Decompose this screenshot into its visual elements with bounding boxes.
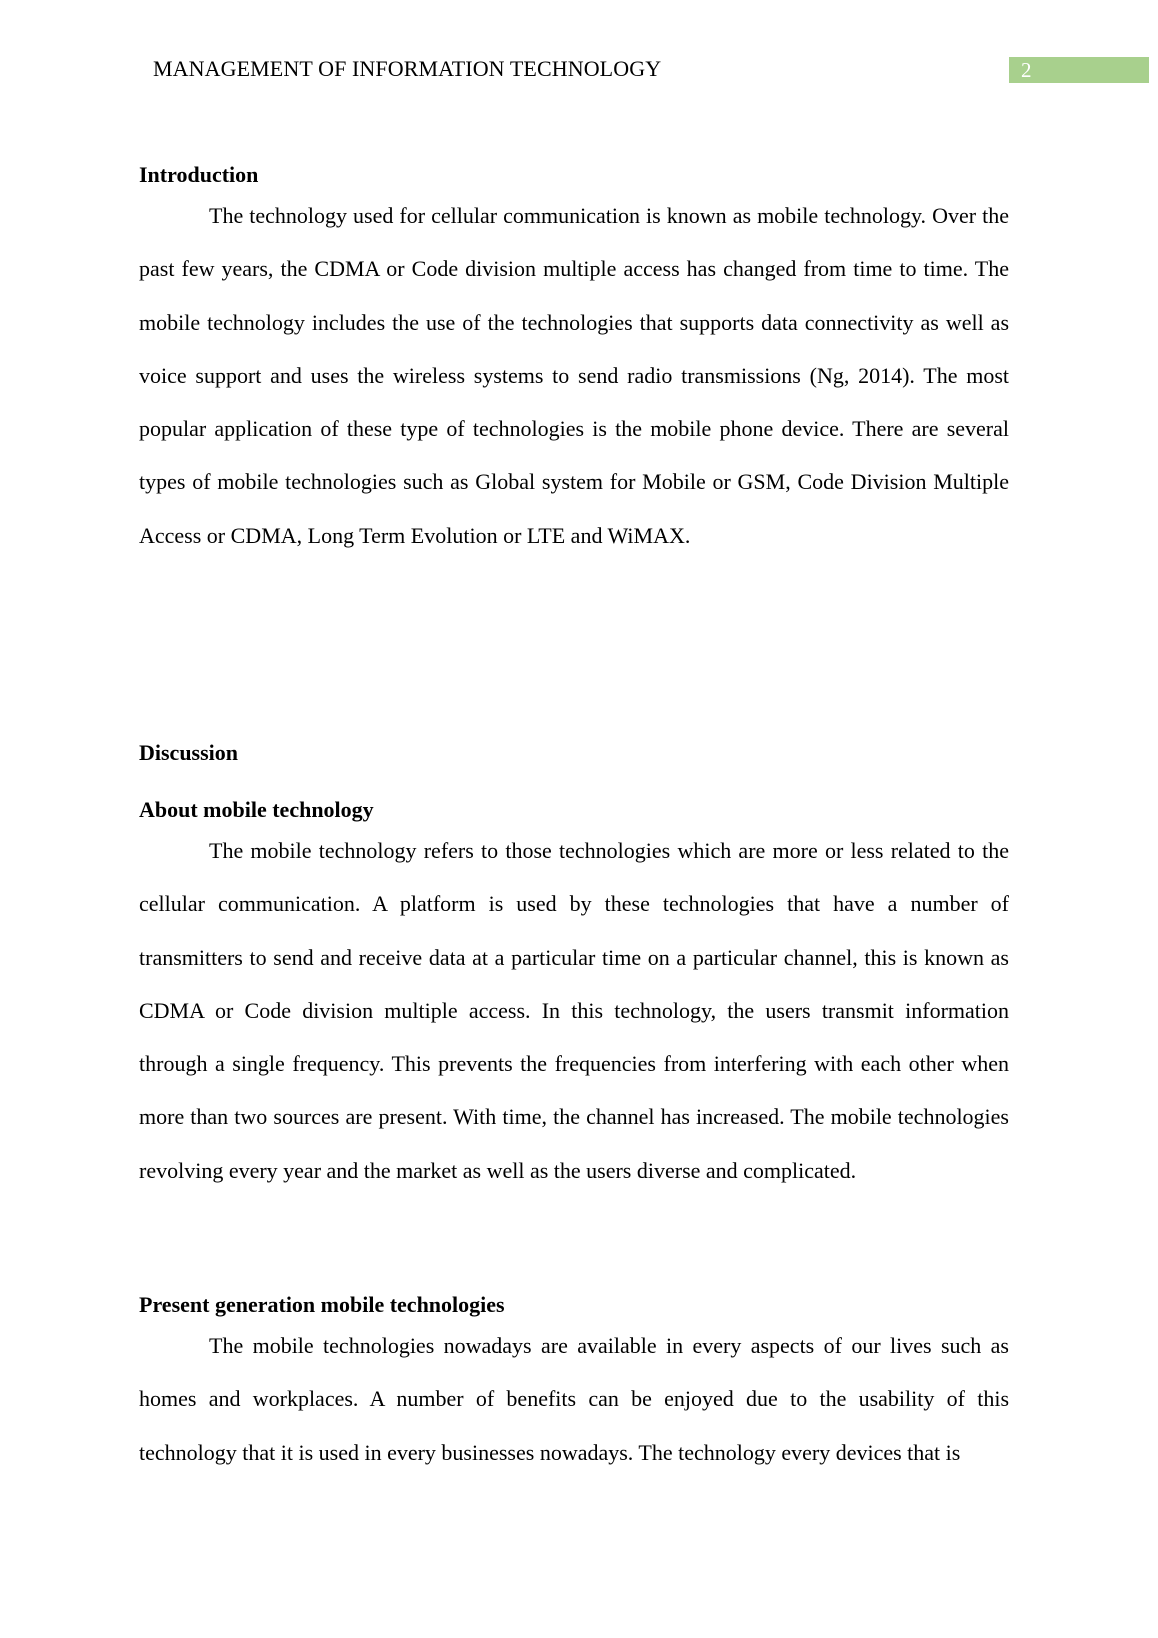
running-header-title: MANAGEMENT OF INFORMATION TECHNOLOGY: [153, 56, 662, 81]
introduction-heading: Introduction: [139, 162, 259, 187]
present-generation-paragraph: The mobile technologies nowadays are available in every aspects of our lives such as homes and workplaces. A number of benefits can be enjoyed due to the usability of this technology that it is used in every businesses nowadays. The technology every devices that is: [139, 1333, 1009, 1465]
present-generation-subheading: Present generation mobile technologies: [139, 1292, 505, 1317]
page-number-badge: [1009, 57, 1149, 83]
introduction-paragraph: The technology used for cellular communication is known as mobile technology. Over the past few years, the CDMA or Code division multiple access has changed from time to time. The mobile technology includes the use of the technologies that supports data connectivity as well as voice support and uses the wireless systems to send radio transmissions (Ng, 2014). The most popular application of these type of technologies is the mobile phone device. There are several types of mobile technologies such as Global system for Mobile or GSM, Code Division Multiple Access or CDMA, Long Term Evolution or LTE and WiMAX.: [139, 203, 1009, 548]
about-mobile-technology-paragraph: The mobile technology refers to those technologies which are more or less related to the cellular communication. A platform is used by these technologies that have a number of transmitters to send and receive data at a particular time on a particular channel, this is known as CDMA or Code division multiple access. In this technology, the users transmit information through a single frequency. This prevents the frequencies from interfering with each other when more than two sources are present. With time, the channel has increased. The mobile technologies revolving every year and the market as well as the users diverse and complicated.: [139, 838, 1009, 1183]
about-mobile-technology-subheading: About mobile technology: [139, 797, 374, 822]
discussion-heading: Discussion: [139, 740, 239, 765]
page-number: 2: [1021, 58, 1032, 82]
